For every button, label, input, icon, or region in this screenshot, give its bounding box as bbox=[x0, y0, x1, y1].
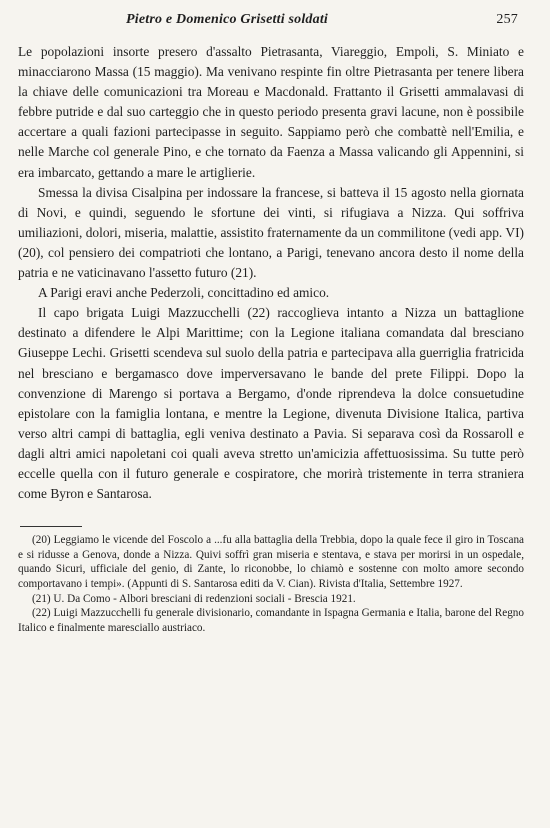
body-text bbox=[18, 42, 524, 504]
paragraph: A Parigi eravi anche Pederzoli, concittadino ed amico. bbox=[38, 285, 330, 301]
paragraph: Le popolazioni insorte presero d'assalto Pietrasanta, Viareggio, Empoli, S. Miniato e minacciarono Massa (15 maggio). Ma venivano respinte fin oltre Pietrasanta per tenere libera la chiave delle comunicazioni tra Moreau e Macdonald. Frattanto il Grisetti ammalavasi di febbre putride e dal suo carteggio che in questo periodo presenta gravi lacune, non è possibile accertare a quali fazioni partecipasse in seguito. Sappiamo però che combattè nell'Emilia, e nelle Marche col generale Pino, e che tornato da Faenza a Massa valicando gli Appennini, si era imbarcato, gettando a mare le artiglierie. bbox=[18, 44, 524, 180]
running-header bbox=[18, 12, 524, 42]
footnote: (21) U. Da Como - Albori bresciani di redenzioni sociali - Brescia 1921. bbox=[32, 592, 356, 605]
page-number: 257 bbox=[496, 12, 518, 27]
paragraph: Il capo brigata Luigi Mazzucchelli (22) raccoglieva intanto a Nizza un battaglione destinato a difendere le Alpi Marittime; con la Legione italiana comandata dal bresciano Giuseppe Lechi. Grisetti scendeva sul suolo della patria e partecipava alla guerriglia fratricida nel bresciano e bergamasco dove imperversavano le bande del prete Filippi. Dopo la convenzione di Marengo si portava a Bergamo, d'onde riprendeva la dolce consuetudine epistolare con la famiglia lontana, e mentre la Legione, divenuta Divisione Italica, partiva verso altri campi di battaglia, egli veniva destinato a Pavia. Si separava così da Rossaroll e dagli altri amici napoletani coi quali aveva stretto un'amicizia affettuosissima. Su tutte però eccelle quella con il futuro generale e cospiratore, che morirà tristemente in terra straniera come Byron e Santarosa. bbox=[18, 305, 524, 502]
footnotes bbox=[18, 533, 524, 635]
footnote: (20) Leggiamo le vicende del Foscolo a ...fu alla battaglia della Trebbia, dopo la quale fece il giro in Toscana e si ridusse a Genova, donde a Nizza. Quivi soffrì gran miseria e stentava, e stava per morirsi in un ospedale, quando Sicuri, ufficiale del genio, di Zante, lo riconobbe, lo chiamò e sostenne con molto amore secondo comportavano i tempi». (Appunti di S. Santarosa editi da V. Cian). Rivista d'Italia, Settembre 1927. bbox=[18, 534, 524, 590]
paragraph: Smessa la divisa Cisalpina per indossare la francese, si batteva il 15 agosto nella giornata di Novi, e quindi, seguendo le sfortune dei vinti, si rifugiava a Nizza. Qui soffriva umiliazioni, dolori, miseria, malattie, assistito fraternamente da un commilitone (vedi app. VI) (20), col pensiero dei compatrioti che lontano, a Parigi, tenevano ancora desto il nome della patria e ne vaticinavano l'assetto futuro (21). bbox=[18, 184, 524, 281]
footnote: (22) Luigi Mazzucchelli fu generale divisionario, comandante in Ispagna Germania e Italia, barone del Regno Italico e finalmente maresciallo austriaco. bbox=[18, 607, 524, 634]
footnote-separator bbox=[20, 526, 82, 527]
running-title: Pietro e Domenico Grisetti soldati bbox=[126, 12, 329, 27]
